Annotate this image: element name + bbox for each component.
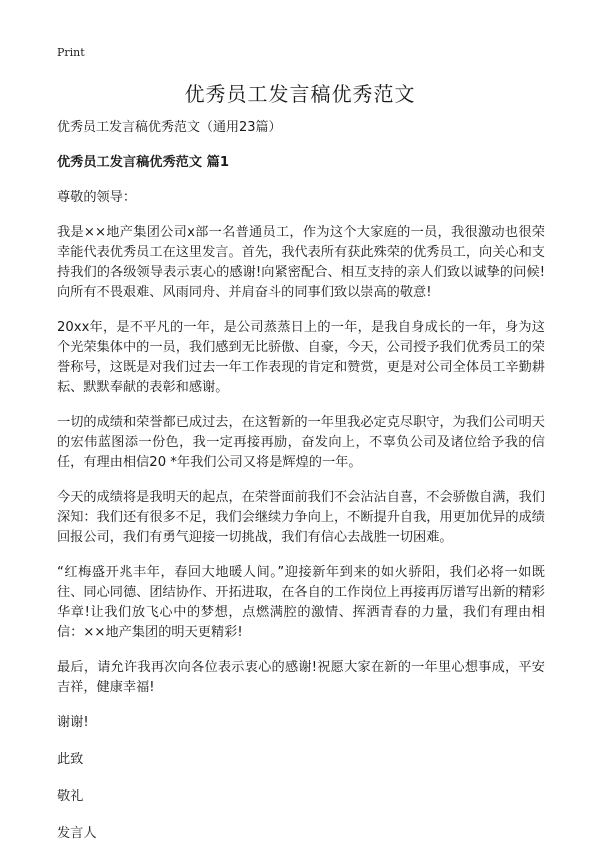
paragraph-1: 我是××地产集团公司x部一名普通员工，作为这个大家庭的一员，我很激动也很荣幸能代表优秀员工在这里发言。首先，我代表所有获此殊荣的优秀员工，向关心和支持我们的各级领导表示衷心的感谢!向紧密配合、相互支持的亲人们致以诚挚的问候!向所有不畏艰难、风雨同舟、并肩奋斗的同事们致以崇高的敬意! bbox=[57, 225, 545, 300]
print-link[interactable]: Print bbox=[57, 46, 85, 59]
paragraph-3: 一切的成绩和荣誉都已成过去，在这暂新的一年里我必定克尽职守，为我们公司明天的宏伟蓝图添一份色，我一定再接再励，奋发向上，不辜负公司及诸位给予我的信任，有理由相信20 *年我们公司又将是辉煌的一年。 bbox=[57, 415, 545, 470]
paragraph-2: 20xx年，是不平凡的一年，是公司蒸蒸日上的一年，是我自身成长的一年，身为这个光荣集体中的一员，我们感到无比骄傲、自豪，今天，公司授予我们优秀员工的荣誉称号，这既是对我们过去一年工作表现的肯定和赞赏，更是对公司全体员工辛勤耕耘、默默奉献的表彰和感谢。 bbox=[57, 320, 545, 395]
paragraph-5: “红梅盛开兆丰年，春回大地暖人间。”迎接新年到来的如火骄阳，我们必将一如既往、同心同德、团结协作、开拓进取，在各自的工作岗位上再接再厉谱写出新的精彩华章!让我们放飞心中的梦想，点燃满腔的激情、挥洒青春的力量，我们有理由相信：××地产集团的明天更精彩! bbox=[57, 565, 545, 640]
page-title: 优秀员工发言稿优秀范文 bbox=[184, 82, 416, 106]
salutation: 尊敬的领导： bbox=[57, 190, 137, 205]
paragraph-4: 今天的成绩将是我明天的起点，在荣誉面前我们不会沾沾自喜，不会骄傲自满，我们深知：我们还有很多不足，我们会继续力争向上，不断提升自我，用更加优异的成绩回报公司，我们有勇气迎接一切挑战，我们有信心去战胜一切困难。 bbox=[57, 490, 545, 545]
closing-speaker: 发言人 bbox=[57, 826, 97, 841]
document-subtitle: 优秀员工发言稿优秀范文（通用23篇） bbox=[57, 120, 282, 135]
closing-thanks: 谢谢! bbox=[57, 715, 89, 730]
document-body bbox=[57, 118, 545, 861]
closing-regards: 此致 bbox=[57, 752, 84, 767]
closing-salute: 敬礼 bbox=[57, 789, 84, 804]
section-heading: 优秀员工发言稿优秀范文 篇1 bbox=[57, 155, 230, 170]
paragraph-6: 最后，请允许我再次向各位表示衷心的感谢!祝愿大家在新的一年里心想事成，平安吉祥，健康幸福! bbox=[57, 660, 545, 695]
